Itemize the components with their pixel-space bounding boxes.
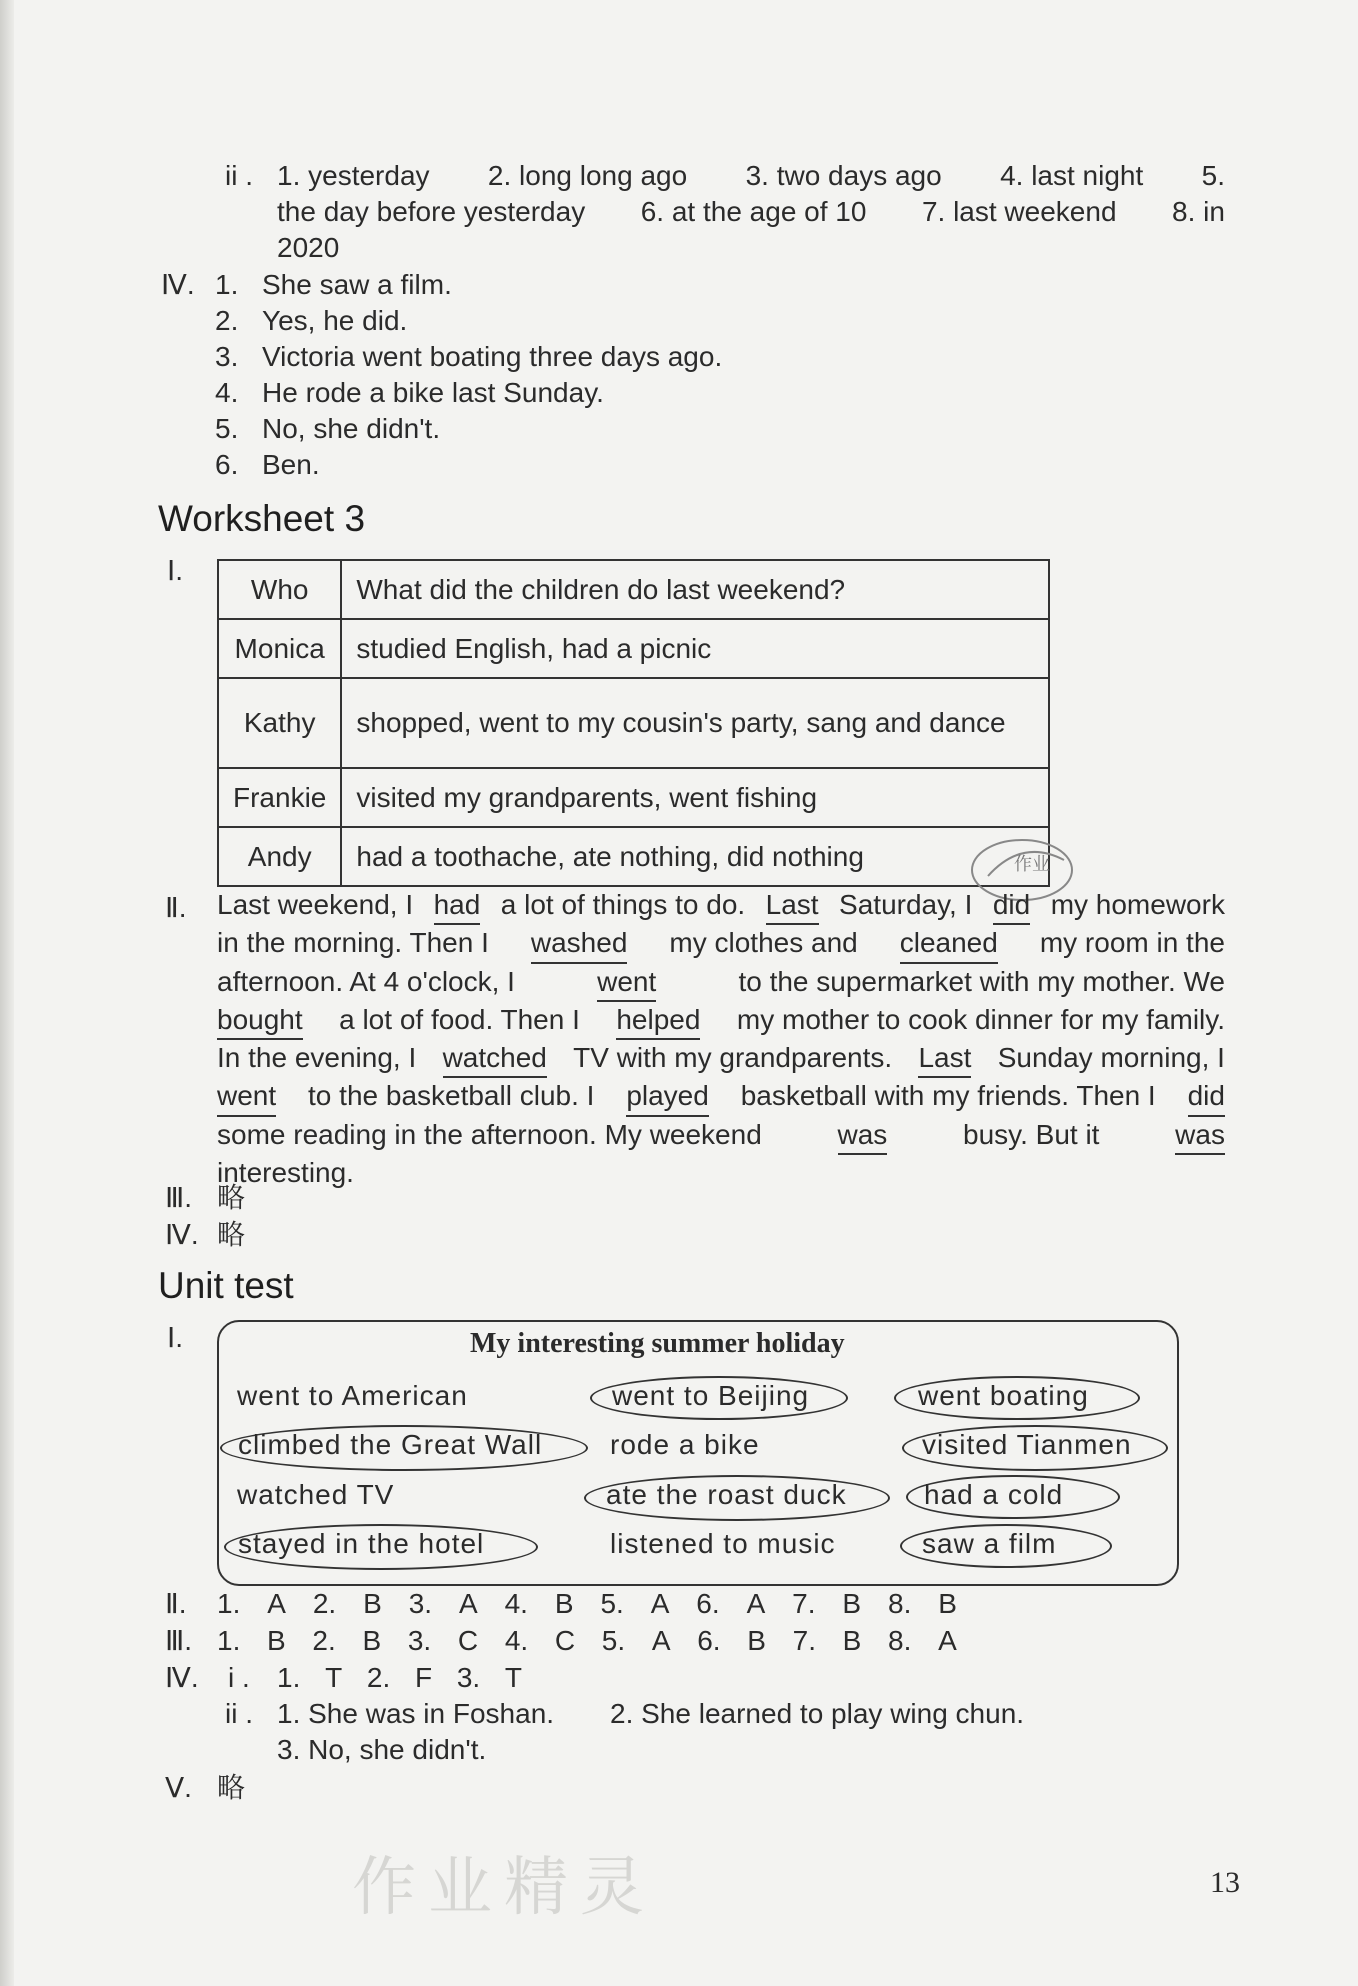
ex4-answer: Victoria went boating three days ago. — [262, 341, 723, 372]
part4-ii-answer: 1. She was in Foshan. — [277, 1698, 555, 1729]
underlined-answer: did — [1188, 1078, 1225, 1116]
holiday-item-circled: had a cold — [924, 1479, 1064, 1510]
holiday-item: watched TV — [237, 1479, 395, 1510]
paragraph-line — [217, 887, 1225, 925]
table-row — [218, 827, 1049, 886]
text: TV with my grandparents. — [573, 1042, 893, 1074]
table-header-what: What did the children do last weekend? — [341, 560, 1049, 619]
underlined-answer: was — [1175, 1117, 1225, 1155]
unit-test-part1-label: Ⅰ. — [167, 1322, 184, 1353]
q-num: 8. — [888, 1625, 912, 1656]
q-num: 3. — [407, 1625, 432, 1656]
holiday-item: listened to music — [610, 1528, 836, 1559]
q-num: 4. — [504, 1625, 529, 1656]
answer-text: 5. — [1201, 160, 1225, 191]
holiday-item: rode a bike — [610, 1429, 760, 1460]
q-num: 1. — [217, 1625, 241, 1656]
table-cell-what: visited my grandparents, went fishing — [341, 768, 1049, 827]
table-cell-who: Kathy — [218, 678, 341, 768]
text: afternoon. At 4 o'clock, I — [217, 965, 515, 997]
underlined-answer: went — [217, 1078, 276, 1116]
ex4-answer: No, she didn't. — [262, 413, 441, 444]
underlined-answer: Last — [918, 1040, 971, 1078]
table-cell-what: shopped, went to my cousin's party, sang and dance — [341, 678, 1049, 768]
answer-text: 4. last night — [1000, 160, 1144, 191]
q-num: 4. — [504, 1588, 528, 1619]
q-num: 3. — [408, 1588, 433, 1619]
holiday-item-circled: stayed in the hotel — [238, 1528, 485, 1559]
q-answer: C — [457, 1625, 479, 1656]
ws3-table — [217, 559, 1050, 887]
q-num: 7. — [792, 1588, 816, 1619]
text: my room in the — [1039, 927, 1225, 959]
text: basketball with my friends. Then I — [740, 1080, 1156, 1112]
q-answer: A — [651, 1625, 671, 1656]
holiday-item-circled: climbed the Great Wall — [238, 1429, 543, 1460]
text: some reading in the afternoon. My weekend — [217, 1118, 762, 1150]
ws3-part3-answer: 略 — [217, 1182, 246, 1213]
part3-answers — [217, 1623, 957, 1659]
table-header-who: Who — [218, 560, 341, 619]
q-num: 7. — [792, 1625, 816, 1656]
part4-ii-answer: 3. No, she didn't. — [277, 1734, 487, 1765]
ex2-ii-line1 — [277, 158, 1225, 194]
paragraph-line — [217, 1078, 1225, 1116]
q-num: 8. — [888, 1588, 912, 1619]
underlined-answer: had — [434, 887, 481, 925]
q-num: 1. — [277, 1662, 301, 1693]
q-answer: F — [414, 1662, 433, 1693]
paragraph-line — [217, 1040, 1225, 1078]
q-num: 2. — [366, 1662, 391, 1693]
part4-i-answers — [277, 1660, 522, 1696]
q-answer: B — [747, 1625, 766, 1656]
ex4-num: 2. — [215, 305, 239, 336]
text: In the evening, I — [217, 1042, 417, 1074]
holiday-item-circled: visited Tianmen — [922, 1429, 1132, 1460]
svg-text:作业: 作业 — [1014, 854, 1050, 875]
ex2-ii-label: ii . — [225, 160, 253, 191]
underlined-answer: bought — [217, 1002, 303, 1040]
q-num: 3. — [456, 1662, 481, 1693]
paragraph-line — [217, 1155, 1225, 1191]
answer-text: 2. long long ago — [487, 160, 688, 191]
holiday-item-circled: went boating — [918, 1380, 1089, 1411]
q-num: 1. — [217, 1588, 241, 1619]
q-num: 6. — [697, 1625, 721, 1656]
part4-i-label: i . — [228, 1662, 250, 1693]
ws3-part3-label: Ⅲ. — [165, 1182, 193, 1213]
q-num: 5. — [600, 1588, 624, 1619]
holiday-item: went to American — [237, 1380, 468, 1411]
ex4-num: 6. — [215, 449, 239, 480]
text: my homework — [1050, 889, 1225, 920]
underlined-answer: helped — [616, 1002, 700, 1040]
underlined-answer: watched — [443, 1040, 547, 1078]
ws3-part4-answer: 略 — [217, 1219, 246, 1250]
text: to the basketball club. I — [308, 1080, 595, 1112]
paragraph-line — [217, 964, 1225, 1002]
ex4-num: 4. — [215, 377, 239, 408]
paragraph-line — [217, 1002, 1225, 1040]
text: busy. But it — [963, 1118, 1100, 1150]
q-answer: B — [938, 1588, 957, 1619]
ex4-num: 5. — [215, 413, 239, 444]
underlined-answer: was — [838, 1117, 888, 1155]
ex4-num: 1. — [215, 269, 239, 300]
q-answer: A — [267, 1588, 286, 1619]
ws3-part1-label: Ⅰ. — [167, 555, 184, 586]
holiday-item-circled: ate the roast duck — [606, 1479, 847, 1510]
q-answer: T — [504, 1662, 522, 1693]
text: my clothes and — [669, 927, 858, 959]
underlined-answer: played — [626, 1078, 709, 1116]
unit-test-part5-answer: 略 — [217, 1772, 246, 1803]
text: a lot of food. Then I — [339, 1003, 580, 1035]
holiday-box-title: My interesting summer holiday — [470, 1328, 845, 1359]
text: Last weekend, I — [217, 889, 414, 920]
ex4-answer: She saw a film. — [262, 269, 452, 300]
unit-test-part5-label: Ⅴ. — [165, 1772, 192, 1803]
ex4-label: Ⅳ. — [161, 269, 195, 300]
q-answer: B — [842, 1625, 862, 1656]
text: interesting. — [217, 1157, 354, 1189]
ex4-answer: He rode a bike last Sunday. — [262, 377, 604, 408]
q-num: 2. — [312, 1625, 336, 1656]
worksheet3-title: Worksheet 3 — [158, 498, 366, 539]
table-cell-what: had a toothache, ate nothing, did nothing — [341, 827, 1049, 886]
q-answer: A — [458, 1588, 478, 1619]
q-answer: A — [650, 1588, 670, 1619]
unit-test-title: Unit test — [158, 1265, 294, 1306]
text: a lot of things to do. — [500, 889, 746, 920]
ws3-part2-label: Ⅱ. — [165, 892, 187, 923]
text: Sunday morning, I — [997, 1042, 1225, 1074]
answer-text: 8. in — [1172, 196, 1225, 227]
unit-test-part2-label: Ⅱ. — [165, 1588, 187, 1619]
answer-text: 3. two days ago — [745, 160, 942, 191]
q-answer: B — [362, 1625, 382, 1656]
table-row — [218, 768, 1049, 827]
underlined-answer: went — [597, 964, 656, 1002]
underlined-answer: did — [993, 887, 1030, 925]
table-row — [218, 619, 1049, 678]
q-num: 2. — [312, 1588, 337, 1619]
holiday-item-circled: saw a film — [922, 1528, 1057, 1559]
text: my mother to cook dinner for my family. — [736, 1003, 1225, 1035]
table-cell-who: Monica — [218, 619, 341, 678]
answer-text: the day before yesterday — [277, 196, 586, 227]
watermark: 作业精灵 — [352, 1851, 656, 1923]
ws3-part4-label: Ⅳ. — [165, 1219, 199, 1250]
q-num: 5. — [601, 1625, 626, 1656]
underlined-answer: Last — [766, 887, 819, 925]
underlined-answer: cleaned — [900, 925, 998, 963]
text: Saturday, I — [839, 889, 973, 920]
unit-test-part4-label: Ⅳ. — [165, 1662, 199, 1693]
q-answer: B — [842, 1588, 862, 1619]
q-answer: B — [554, 1588, 574, 1619]
holiday-item-circled: went to Beijing — [612, 1380, 810, 1411]
q-num: 6. — [696, 1588, 720, 1619]
table-row — [218, 678, 1049, 768]
answer-text: 7. last weekend — [921, 196, 1117, 227]
page-edge-shadow — [0, 0, 14, 1986]
q-answer: C — [554, 1625, 576, 1656]
answer-text: 6. at the age of 10 — [640, 196, 867, 227]
page-number: 13 — [1210, 1866, 1240, 1899]
text: in the morning. Then I — [217, 927, 489, 959]
ws3-paragraph — [217, 887, 1225, 1191]
q-answer: A — [938, 1625, 957, 1656]
underlined-answer: washed — [531, 925, 628, 963]
q-answer: B — [267, 1625, 286, 1656]
ex4-answer: Ben. — [262, 449, 320, 480]
ex4-num: 3. — [215, 341, 239, 372]
table-header-row — [218, 560, 1049, 619]
answer-text: 1. yesterday — [277, 160, 430, 191]
part4-ii-answer: 2. She learned to play wing chun. — [610, 1698, 1025, 1729]
paragraph-line — [217, 925, 1225, 963]
q-answer: A — [746, 1588, 766, 1619]
table-cell-what: studied English, had a picnic — [341, 619, 1049, 678]
ex4-answer: Yes, he did. — [262, 305, 408, 336]
text: to the supermarket with my mother. We — [738, 965, 1225, 997]
table-cell-who: Andy — [218, 827, 341, 886]
ex2-ii-line2 — [277, 194, 1225, 230]
part2-answers — [217, 1586, 957, 1622]
table-cell-who: Frankie — [218, 768, 341, 827]
paragraph-line — [217, 1117, 1225, 1155]
q-answer: B — [363, 1588, 382, 1619]
q-answer: T — [325, 1662, 343, 1693]
unit-test-part3-label: Ⅲ. — [165, 1625, 193, 1656]
part4-ii-label: ii . — [225, 1698, 253, 1729]
ex2-ii-line3: 2020 — [277, 232, 340, 263]
